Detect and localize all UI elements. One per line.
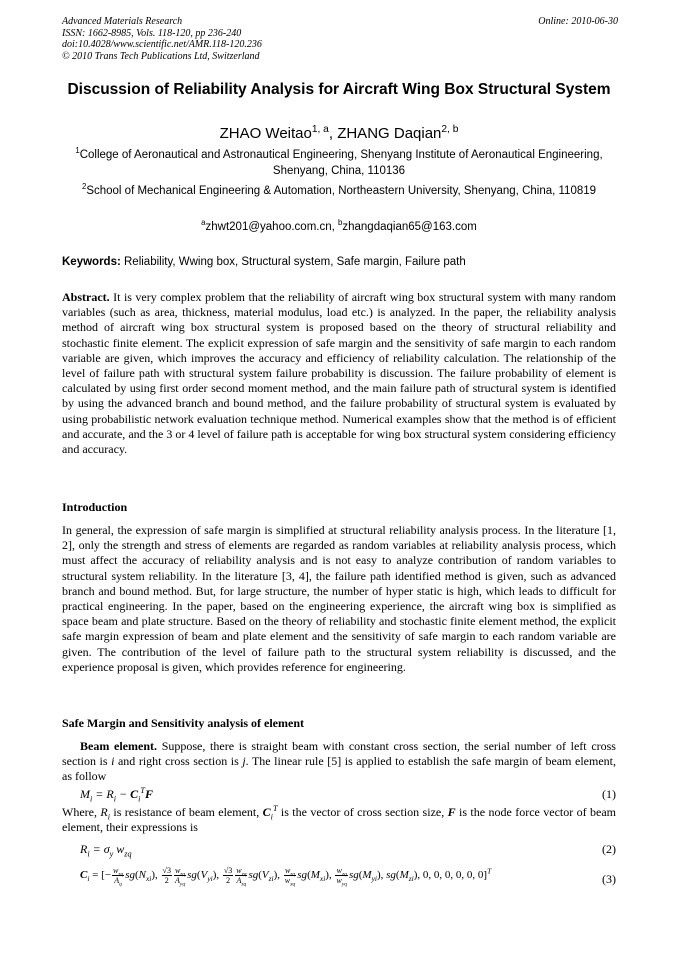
where-text: is resistance of beam element, (110, 805, 263, 819)
equation-number: (2) (602, 842, 616, 856)
beam-text: and right cross section is (114, 754, 243, 769)
affil-mark: 2 (81, 182, 87, 192)
copyright-line: © 2010 Trans Tech Publications Ltd, Switzerland (62, 50, 260, 62)
affil-mark: 1 (75, 146, 80, 156)
introduction-heading: Introduction (62, 500, 128, 514)
online-date: Online: 2010-06-30 (538, 16, 618, 27)
author-list (62, 124, 616, 144)
doi-line: doi:10.4028/www.scientific.net/AMR.118-120.236 (62, 39, 262, 50)
beam-text: . The linear rule [5] is applied to establish the safe margin of beam element, as follow (62, 754, 616, 784)
beam-index-i: i (111, 754, 115, 769)
author-emails (62, 220, 616, 236)
beam-element-label: Beam element. (80, 739, 157, 753)
beam-element-paragraph (62, 739, 616, 785)
equation-2-body: $R_i = \sigma_y$ $w_{zq}$ (80, 842, 132, 859)
affiliation-1 (62, 148, 616, 179)
equation-number: (1) (602, 787, 616, 801)
affiliation-2 (62, 184, 616, 200)
equation-3-body: $C_i$ = [− $\frac{w_{zq}}{A_q}$ $sg(N_{xi})$, $\frac{√3}{2}$ $\frac{w_{zq}}{A_{yq}}$ $sg(V_{yi})$, $\frac{√3}{2}$ $\frac{w_{zq}}{A_{zq}}$ $sg(V_{zi})$, $\frac{w_{zq}}{w_{xq}}$ $sg(M_{xi})$, $\frac{w_{zq}}{w_{yq}}$ $sg(M_{yi})$, $sg(M_{zi})$, 0, 0, 0, 0, 0, 0]$^T$ (80, 866, 492, 888)
paper-title: Discussion of Reliability Analysis for Aircraft Wing Box Structural System (67, 81, 611, 98)
where-text: is the node force vector of beam element, their expressions is (62, 805, 617, 835)
affil-text: School of Mechanical Engineering & Automation, Northeastern University, Shenyang, China, 110819 (86, 185, 597, 197)
equation-1-body: $M_i = R_i - C_i^TF$ (80, 786, 153, 804)
where-text: Where, (62, 805, 101, 819)
section-heading: Safe Margin and Sensitivity analysis of element (62, 716, 304, 730)
equation-number: (3) (602, 872, 616, 886)
journal-name: Advanced Materials Research (62, 16, 183, 27)
where-paragraph: Where, $R_i$ is resistance of beam element, $C_i^T$ is the vector of cross section size, F is the node force vector of beam element, their expressions is (62, 804, 617, 835)
email-mark: b (338, 218, 343, 228)
email-link[interactable]: zhangdaqian65@163.com (342, 221, 477, 233)
abstract-text: It is very complex problem that the reliability of aircraft wing box structural system with many random variables (such as area, thickness, material modulus, load etc.) is analyzed. In the paper, the reliability analysis method of aircraft wing box structural system is proposed based on the theory of structural reliability and stochastic finite element. The explicit expression of safe margin and the sensitivity of safe margin to each random variable are given, which improves the accuracy and efficiency of reliability calculation. The relationship of the level of failure path with structural system failure probability is discussion. The failure probability of element is calculated by using first order second moment method, and the main failure path of structural system is identified by using the advanced branch and bound method, and the failure probability of structural system is evaluated by using probabilistic network evaluation technique method. Numerical examples show that the method is of efficient and accurate, and the 3 or 4 level of failure path is acceptable for wing box structural system considering efficiency and accuracy. (62, 290, 616, 457)
journal-header (62, 16, 618, 62)
beam-index-j: j (242, 754, 246, 769)
email-mark: a (201, 218, 206, 228)
affil-text: College of Aeronautical and Astronautical Engineering, Shenyang Institute of Aeronautical Engineering, Shenyang, China, 110136 (79, 149, 603, 177)
keywords-text: Reliability, Wwing box, Structural system, Safe margin, Failure path (120, 256, 466, 268)
keywords (62, 255, 618, 270)
issn-line: ISSN: 1662-8985, Vols. 118-120, pp 236-240 (62, 27, 242, 39)
abstract (62, 290, 616, 457)
author-name: ZHANG Daqian (337, 125, 442, 142)
email-link[interactable]: zhwt201@yahoo.com.cn, (205, 221, 339, 233)
author-affil-mark: 2, b (441, 124, 459, 135)
author-name: ZHAO Weitao (219, 125, 312, 142)
keywords-label: Keywords: (62, 256, 121, 268)
where-text: is the vector of cross section size, (277, 805, 448, 819)
author-separator: , (328, 125, 338, 142)
abstract-label: Abstract. (62, 290, 110, 304)
beam-text: Suppose, there is straight beam with constant cross section, the serial number of left cross section is (62, 739, 616, 769)
author-affil-mark: 1, a (311, 124, 329, 135)
introduction-text: In general, the expression of safe margin is simplified at structural reliability analysis process. In the literature [1, 2], only the strength and stress of elements are regarded as random variables at reliability analysis process, which must affect the accuracy of reliability analysis and is not easy to analyze contribution of random variables to structural system reliability. In the literature [3, 4], the failure path identified method is given, such as advanced branch and bound method. But, for large structure, the number of hyper static is high, which leads to difficult for practical engineering. In the paper, based on the engineering experience, the aircraft wing box is simplified as space beam and plate structure. Based on the theory of reliability and stochastic finite element method, the explicit safe margin expression of beam and plate element and the sensitivity of safe margin to each random variable are given. The contribution of the level of failure path to the structural system reliability is discussed, and the experience proposal is given, which provides reference for engineering. (62, 523, 616, 674)
